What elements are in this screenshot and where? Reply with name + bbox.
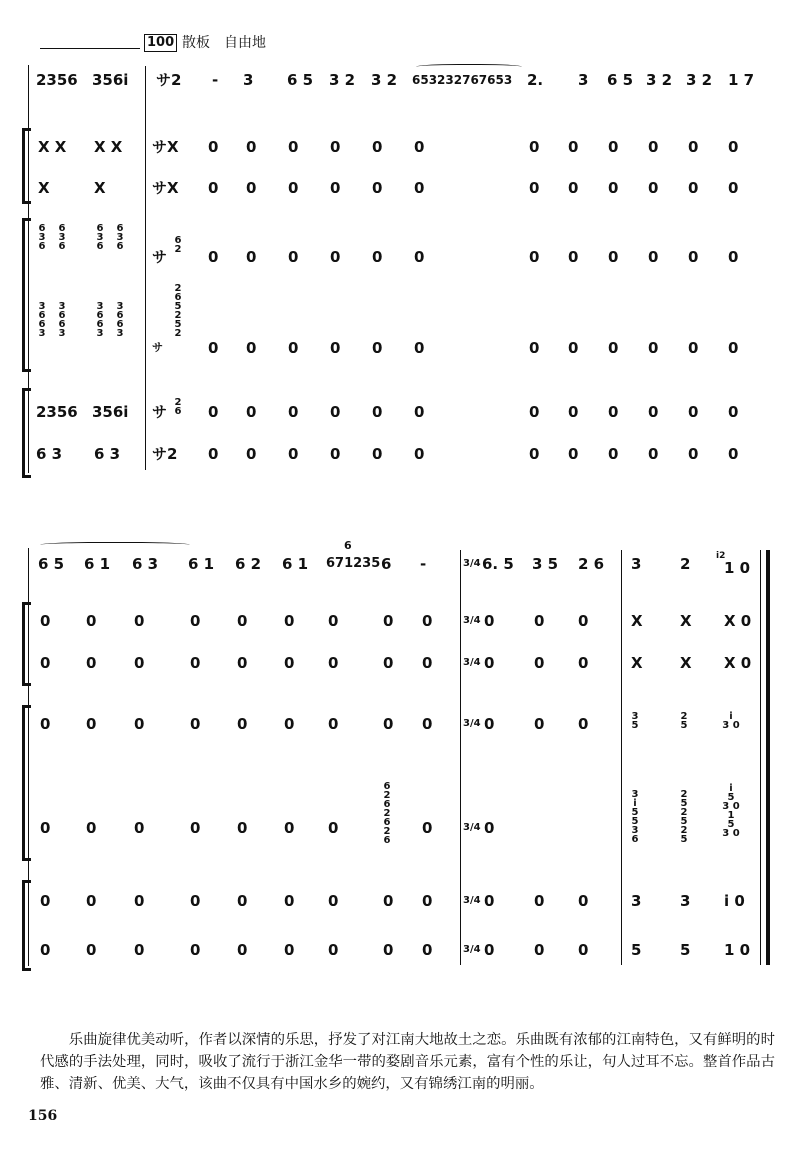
note-group: 0 <box>372 445 383 463</box>
note-group: 3 <box>578 71 589 89</box>
note-group: 0 <box>190 819 201 837</box>
note-group: 356i <box>92 403 129 421</box>
chord-stack: i 3 0 <box>722 711 740 731</box>
note-group: 0 <box>330 179 341 197</box>
note-group: 3 2 <box>329 71 356 89</box>
note-group: 0 <box>284 612 295 630</box>
note-group: サ <box>152 248 168 266</box>
note-group: 0 <box>728 248 739 266</box>
grace-note: i2 <box>716 551 726 561</box>
note-group: 0 <box>534 715 545 733</box>
note-group: - <box>212 71 219 89</box>
chord-stack: 6 3 6 <box>116 223 124 252</box>
bracket-perc <box>22 128 31 204</box>
time-signature: 3/4 <box>463 718 481 729</box>
note-group: 0 <box>414 138 425 156</box>
note-group: 0 <box>383 654 394 672</box>
note-group: 0 <box>484 819 495 837</box>
barline-timesig <box>460 550 461 965</box>
note-group: 0 <box>648 179 659 197</box>
note-group: 0 <box>568 179 579 197</box>
note-group: X <box>631 612 643 630</box>
note-group: 0 <box>648 339 659 357</box>
note-group: 0 <box>568 403 579 421</box>
note-group: 0 <box>208 445 219 463</box>
slur <box>40 542 190 549</box>
note-group: 6 1 <box>84 555 111 573</box>
note-group: 0 <box>134 715 145 733</box>
note-group: 0 <box>190 654 201 672</box>
note-group: 3 <box>680 892 691 910</box>
note-group: 0 <box>208 339 219 357</box>
final-barline-thin <box>760 550 761 965</box>
note-group: 0 <box>372 179 383 197</box>
note-group: 0 <box>134 612 145 630</box>
note-group: X 0 <box>724 612 752 630</box>
note-group: 356i <box>92 71 129 89</box>
note-group: 0 <box>529 248 540 266</box>
note-group: 0 <box>134 654 145 672</box>
note-group: 0 <box>328 892 339 910</box>
note-group: 0 <box>568 445 579 463</box>
note-group: 0 <box>414 339 425 357</box>
note-group: 0 <box>608 445 619 463</box>
note-group: 0 <box>328 941 339 959</box>
note-group: 0 <box>568 339 579 357</box>
note-group: 6 3 <box>132 555 159 573</box>
note-group: 0 <box>330 248 341 266</box>
note-group: 0 <box>284 715 295 733</box>
slur <box>416 64 522 71</box>
chord-stack: 3 6 6 3 <box>58 301 66 339</box>
note-group: 0 <box>86 941 97 959</box>
note-group: i 0 <box>724 892 745 910</box>
note-group: 0 <box>422 941 433 959</box>
note-group: X X <box>94 138 123 156</box>
note-group: 6 2 <box>235 555 262 573</box>
note-group: 0 <box>40 715 51 733</box>
note-group: 0 <box>288 403 299 421</box>
note-group: 0 <box>383 892 394 910</box>
header-rule <box>40 48 140 49</box>
note-group: 0 <box>728 445 739 463</box>
note-group: 0 <box>578 612 589 630</box>
note-group: 0 <box>728 138 739 156</box>
chord-stack: 2 6 <box>174 397 182 417</box>
note-group: 0 <box>383 941 394 959</box>
note-group: 0 <box>568 248 579 266</box>
note-group: 0 <box>328 819 339 837</box>
chord-stack: 2 6 5 2 5 2 <box>174 283 182 339</box>
chord-stack: 6 3 6 <box>96 223 104 252</box>
note-group: 0 <box>688 403 699 421</box>
tempo-marking: 散板 自由地 <box>182 35 266 51</box>
note-group: 0 <box>484 892 495 910</box>
note-group: 2356 <box>36 71 78 89</box>
note-group: 0 <box>330 138 341 156</box>
note-group: 0 <box>688 138 699 156</box>
note-group: 0 <box>414 248 425 266</box>
note-group: 0 <box>568 138 579 156</box>
note-group: 0 <box>422 819 433 837</box>
note-group: 0 <box>134 819 145 837</box>
chord-stack: 3 6 6 3 <box>96 301 104 339</box>
note-group: 0 <box>40 819 51 837</box>
note-group: 0 <box>728 179 739 197</box>
note-group: 3 2 <box>371 71 398 89</box>
note-group: 0 <box>284 819 295 837</box>
note-group: 0 <box>578 941 589 959</box>
note-group: 0 <box>288 339 299 357</box>
note-group: 5 <box>631 941 642 959</box>
note-group: 3 <box>631 892 642 910</box>
note-group: 0 <box>422 654 433 672</box>
note-group: 0 <box>288 445 299 463</box>
note-group: 0 <box>134 941 145 959</box>
bracket-perc <box>22 602 31 686</box>
note-group: 0 <box>246 248 257 266</box>
note-group: 0 <box>330 403 341 421</box>
note-group: 0 <box>237 819 248 837</box>
note-group: 0 <box>648 138 659 156</box>
note-group: 0 <box>688 248 699 266</box>
note-group: 0 <box>288 138 299 156</box>
system-1-barline <box>145 66 146 470</box>
time-signature: 3/4 <box>463 615 481 626</box>
note-group: 0 <box>414 179 425 197</box>
note-group: サX <box>152 179 179 197</box>
note-group: 0 <box>372 138 383 156</box>
note-group: 0 <box>246 138 257 156</box>
note-group: 3 2 <box>686 71 713 89</box>
note-group: 0 <box>208 403 219 421</box>
note-group: 0 <box>608 403 619 421</box>
bracket-chord <box>22 705 31 861</box>
note-group: 0 <box>40 892 51 910</box>
note-group: 0 <box>284 654 295 672</box>
note-group: 0 <box>728 403 739 421</box>
note-group: 0 <box>414 403 425 421</box>
note-group: 0 <box>190 715 201 733</box>
note-group: X X <box>38 138 67 156</box>
note-group: 0 <box>534 654 545 672</box>
note-group: 2 6 <box>578 555 605 573</box>
note-group: 6 5 <box>38 555 65 573</box>
note-group: 0 <box>246 179 257 197</box>
note-group: 0 <box>372 403 383 421</box>
bracket-chord <box>22 218 31 372</box>
note-group: 0 <box>608 339 619 357</box>
note-group: 0 <box>484 612 495 630</box>
note-group: 1 0 <box>724 941 751 959</box>
note-group: 6 <box>381 555 392 573</box>
note-group: 2. <box>527 71 544 89</box>
note-group: 0 <box>86 654 97 672</box>
note-group: サX <box>152 138 179 156</box>
time-signature: 3/4 <box>463 944 481 955</box>
note-group: X 0 <box>724 654 752 672</box>
note-group: サ2 <box>152 445 178 463</box>
chord-stack: 2 5 2 5 2 5 <box>680 789 688 845</box>
note-group: 1 7 <box>728 71 755 89</box>
chord-stack: 6 3 6 <box>58 223 66 252</box>
note-group: 0 <box>484 654 495 672</box>
note-group: 0 <box>208 179 219 197</box>
chord-stack: 6 3 6 <box>38 223 46 252</box>
chord-stack: 3 5 <box>631 711 639 731</box>
note-group: 0 <box>529 138 540 156</box>
note-group: 0 <box>246 403 257 421</box>
note-group: 0 <box>529 445 540 463</box>
time-signature: 3/4 <box>463 895 481 906</box>
chord-stack: i 5 3 0 1 5 3 0 <box>722 783 740 839</box>
rehearsal-mark: 100 <box>144 34 177 52</box>
note-group: 0 <box>578 715 589 733</box>
note-group: 0 <box>608 138 619 156</box>
note-group: 2 <box>680 555 691 573</box>
tuplet-number: 6 <box>344 539 352 552</box>
note-group: 0 <box>422 715 433 733</box>
note-group: 0 <box>288 179 299 197</box>
note-group: 6. 5 <box>482 555 514 573</box>
note-group: 0 <box>328 715 339 733</box>
note-group: 0 <box>284 941 295 959</box>
note-group: 0 <box>484 941 495 959</box>
note-group: 0 <box>86 612 97 630</box>
note-group: 3 2 <box>646 71 673 89</box>
note-group: サ <box>152 403 168 421</box>
note-group: 0 <box>288 248 299 266</box>
note-group: 0 <box>383 612 394 630</box>
note-group: 3 5 <box>532 555 559 573</box>
note-group: 0 <box>237 941 248 959</box>
note-group: 0 <box>648 248 659 266</box>
chord-stack: 6 2 6 2 6 2 6 <box>383 781 391 846</box>
note-group: - <box>420 555 427 573</box>
chord-stack: 3 6 6 3 <box>38 301 46 339</box>
page-number: 156 <box>28 1108 58 1124</box>
note-group: 0 <box>190 612 201 630</box>
note-group: 0 <box>237 654 248 672</box>
barline-measure <box>621 550 622 965</box>
note-group: 3 <box>243 71 254 89</box>
note-group: 0 <box>578 892 589 910</box>
note-group: 0 <box>534 612 545 630</box>
note-group: 0 <box>529 403 540 421</box>
note-group: 0 <box>688 179 699 197</box>
time-signature: 3/4 <box>463 657 481 668</box>
note-group: 6 5 <box>287 71 314 89</box>
note-group: 0 <box>578 654 589 672</box>
note-group: 0 <box>237 892 248 910</box>
note-group: サ2 <box>156 71 182 89</box>
note-group: 0 <box>328 612 339 630</box>
note-group: 0 <box>86 715 97 733</box>
note-group: 0 <box>208 248 219 266</box>
note-group: 0 <box>246 445 257 463</box>
chord-stack: 2 5 <box>680 711 688 731</box>
bracket-bass <box>22 388 31 478</box>
note-group: X <box>94 179 106 197</box>
note-group: 0 <box>529 339 540 357</box>
note-group: 0 <box>40 941 51 959</box>
time-signature: 3/4 <box>463 558 481 569</box>
note-group: 0 <box>237 715 248 733</box>
note-group: 0 <box>422 892 433 910</box>
note-group: 0 <box>422 612 433 630</box>
note-group: 0 <box>383 715 394 733</box>
note-group: 0 <box>648 403 659 421</box>
bracket-bass <box>22 880 31 971</box>
note-group: 0 <box>688 339 699 357</box>
note-group: 671235 <box>326 556 381 571</box>
note-group: 5 <box>680 941 691 959</box>
note-group: 6 3 <box>94 445 121 463</box>
note-group: 0 <box>648 445 659 463</box>
chord-stack: 3 6 6 3 <box>116 301 124 339</box>
note-group: サ <box>152 341 163 354</box>
note-group: 6 1 <box>188 555 215 573</box>
note-group: 0 <box>330 445 341 463</box>
note-group: 0 <box>330 339 341 357</box>
note-group: 0 <box>40 612 51 630</box>
note-group: X <box>631 654 643 672</box>
note-group: 0 <box>86 892 97 910</box>
note-group: X <box>680 612 692 630</box>
note-group: 0 <box>40 654 51 672</box>
note-group: 0 <box>688 445 699 463</box>
note-group: 0 <box>284 892 295 910</box>
note-group: 0 <box>246 339 257 357</box>
note-group: 0 <box>414 445 425 463</box>
note-group: 0 <box>208 138 219 156</box>
note-group: 653232767653 <box>412 73 513 87</box>
note-group: 0 <box>608 248 619 266</box>
note-group: 0 <box>484 715 495 733</box>
note-group: 1 0 <box>724 559 751 577</box>
note-group: 0 <box>190 892 201 910</box>
note-group: 0 <box>134 892 145 910</box>
note-group: 0 <box>728 339 739 357</box>
note-group: 6 5 <box>607 71 634 89</box>
chord-stack: 3 i 5 5 3 6 <box>631 789 639 845</box>
note-group: 0 <box>534 892 545 910</box>
final-barline-thick <box>766 550 770 965</box>
note-group: 6 1 <box>282 555 309 573</box>
note-group: 0 <box>529 179 540 197</box>
description-paragraph: 乐曲旋律优美动听，作者以深情的乐思，抒发了对江南大地故土之恋。乐曲既有浓郁的江南特色，又有鲜明的时代感的手法处理，同时，吸收了流行于浙江金华一带的婺剧音乐元素，富有个性的乐让，句人过耳不忘。整首作品古雅、清新、优美、大气，该曲不仅具有中国水乡的婉约，又有锦绣江南的明丽。 <box>40 1032 775 1093</box>
note-group: X <box>38 179 50 197</box>
note-group: 0 <box>86 819 97 837</box>
note-group: 0 <box>372 248 383 266</box>
note-group: 0 <box>608 179 619 197</box>
time-signature: 3/4 <box>463 822 481 833</box>
note-group: 0 <box>372 339 383 357</box>
note-group: 0 <box>190 941 201 959</box>
note-group: 0 <box>534 941 545 959</box>
note-group: 0 <box>328 654 339 672</box>
note-group: X <box>680 654 692 672</box>
note-group: 6 3 <box>36 445 63 463</box>
chord-stack: 6 2 <box>174 235 182 255</box>
note-group: 3 <box>631 555 642 573</box>
note-group: 0 <box>237 612 248 630</box>
note-group: 2356 <box>36 403 78 421</box>
